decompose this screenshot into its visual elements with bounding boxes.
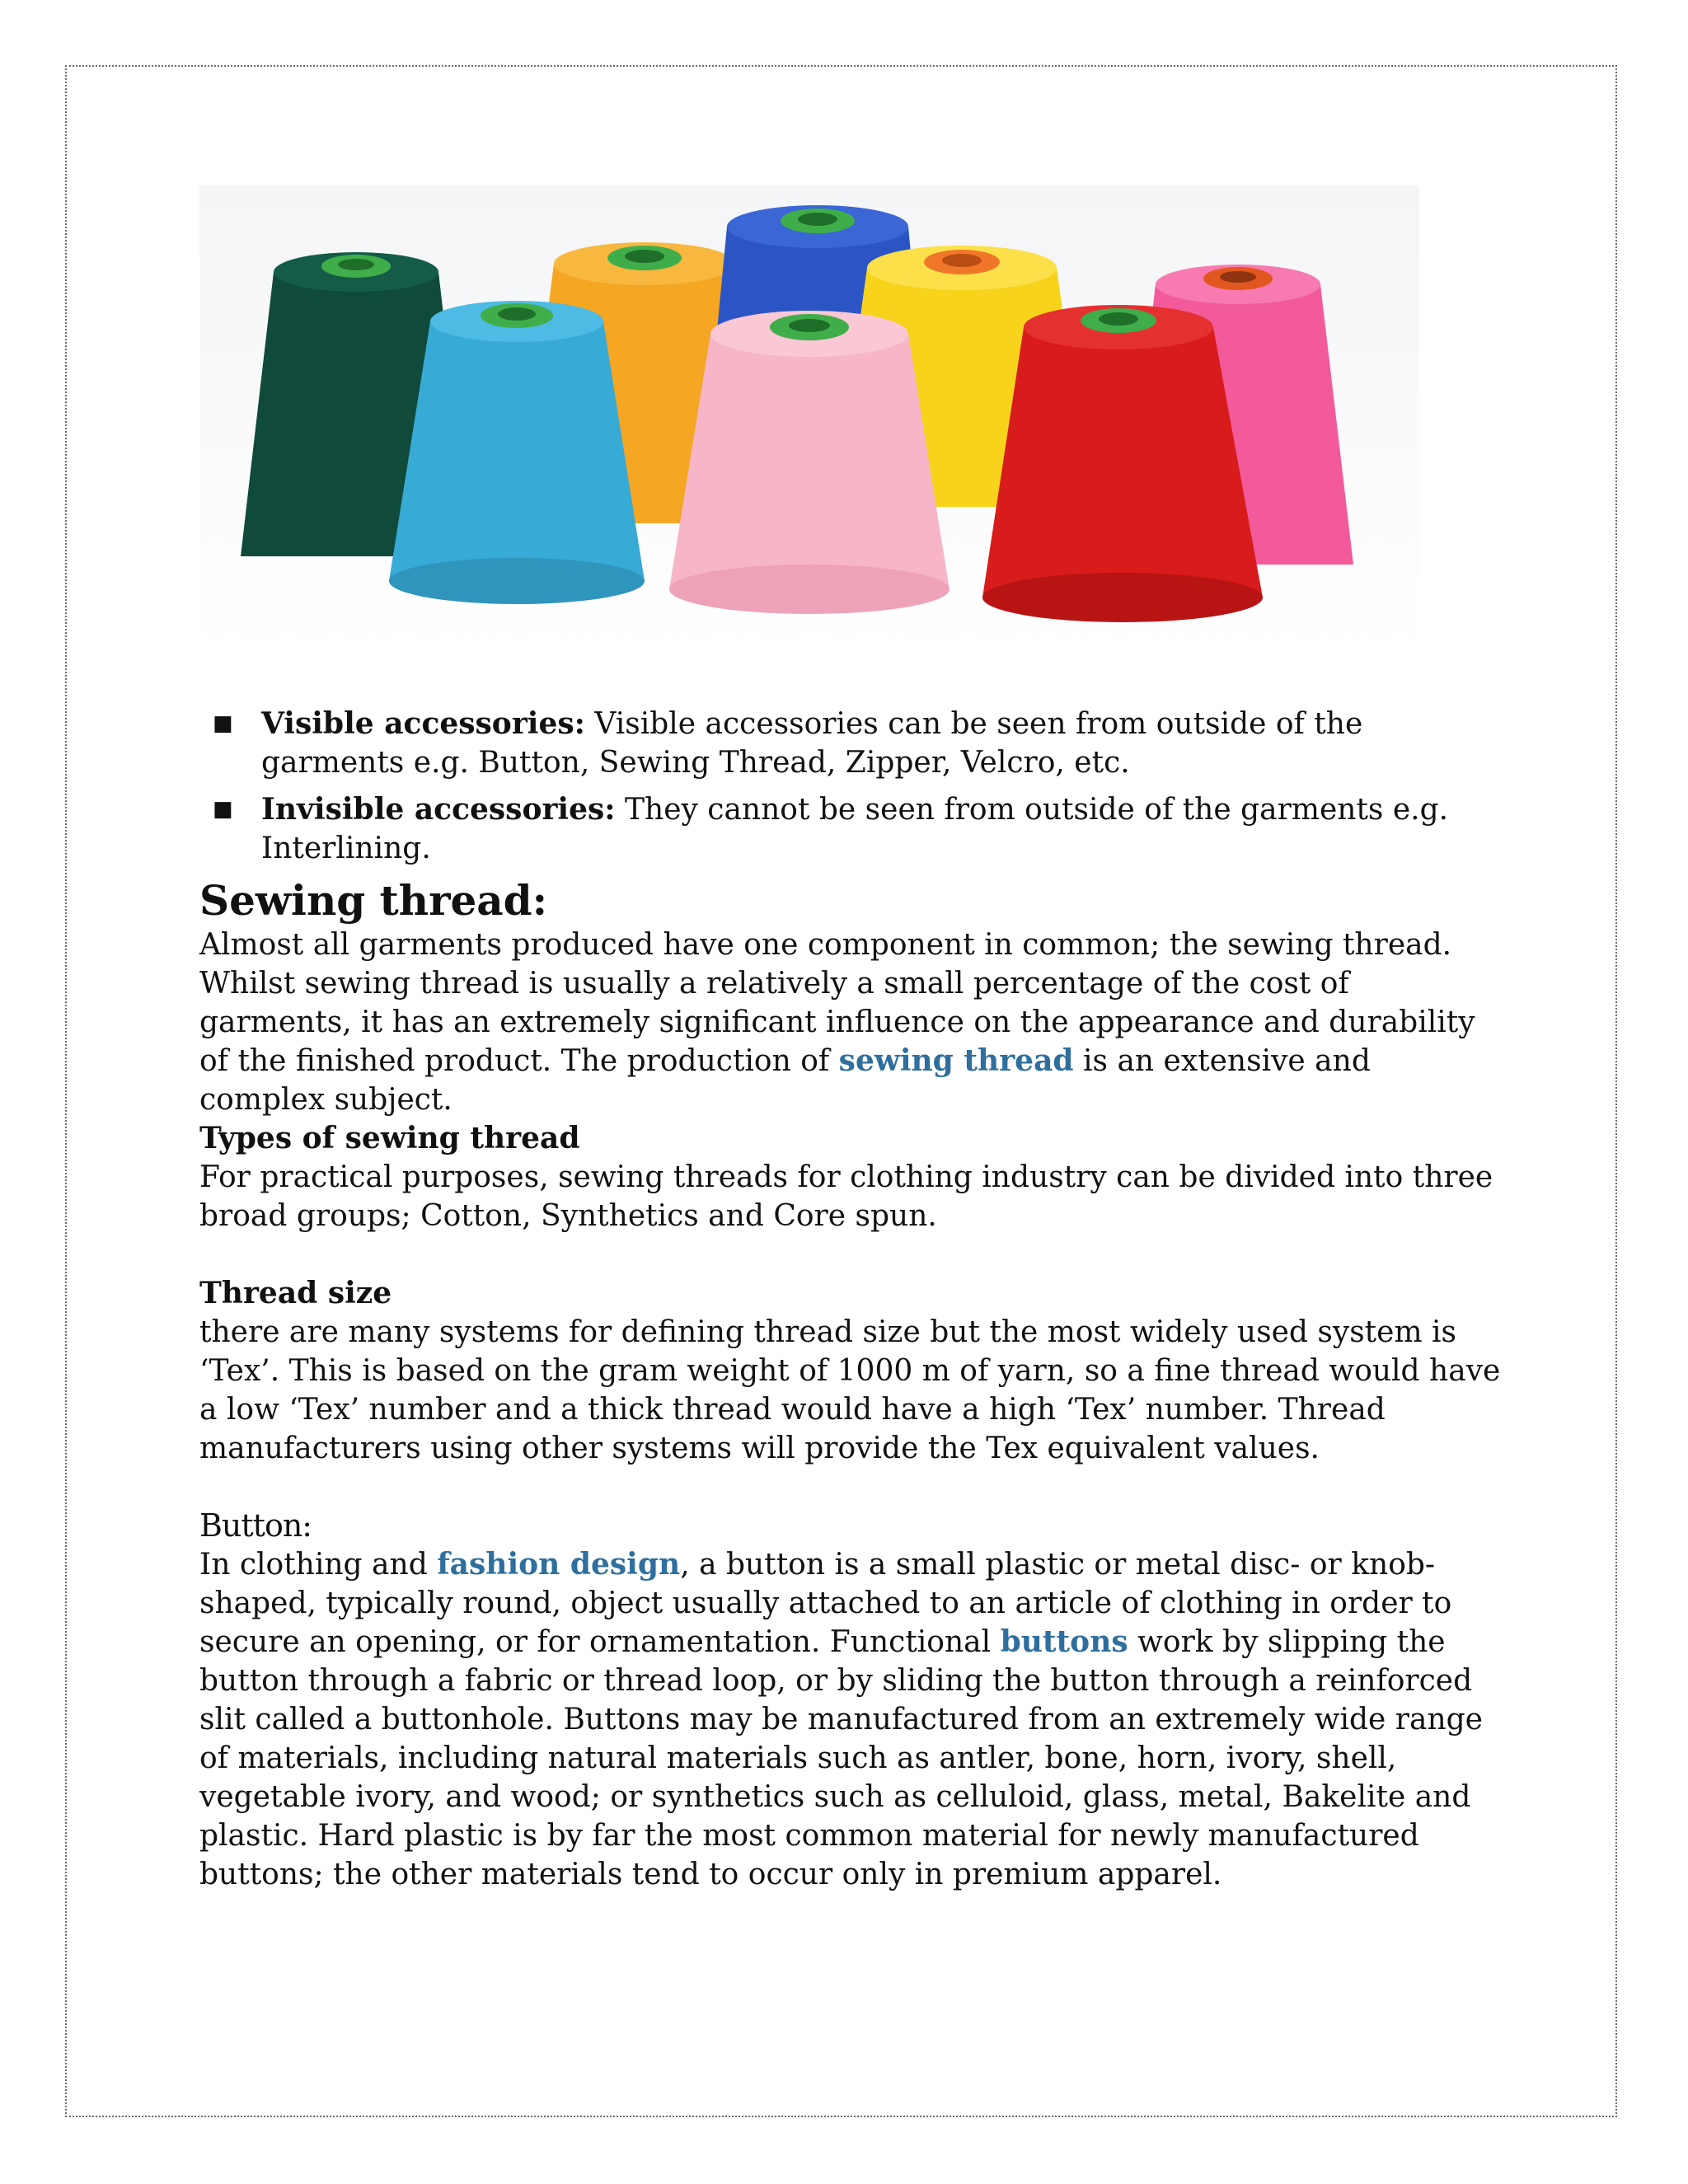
paragraph-text: is an extensive and complex subject. (199, 1044, 1371, 1117)
list-item-text: They cannot be seen from outside of the garments e.g. Interlining. (261, 793, 1449, 865)
paragraph-text: Almost all garments produced have one component in common; the sewing thread. Whilst sewing thread is usually a relatively a small percentage of the cost of garments, it has an extremely significant influence on the appearance and durability of the finished product. The production of (199, 928, 1475, 1078)
spacer (199, 1468, 1518, 1507)
list-item (199, 790, 1481, 868)
document-body (199, 705, 1518, 1894)
paragraph-text: work by slipping the button through a fabric or thread loop, or by sliding the button through a reinforced slit called a buttonhole. Buttons may be manufactured from an extremely wide range of materials, including natural materials such as antler, bone, horn, ivory, shell, vegetable ivory, and wood; or synthetics such as celluloid, glass, metal, Bakelite and plastic. Hard plastic is by far the most common material for newly manufactured buttons; the other materials tend to occur only in premium apparel. (199, 1625, 1483, 1891)
subheading-thread-size: Thread size (199, 1276, 392, 1310)
spacer (199, 1235, 1518, 1274)
list-item (199, 705, 1481, 782)
thread-spools-icon (199, 185, 1419, 655)
bullet-square-icon: ■ (213, 797, 233, 822)
list-item-lead: Visible accessories: (261, 706, 585, 741)
spool-light-blue (389, 301, 645, 604)
paragraph-text: , a button is a small plastic or metal disc- or knob-shaped, typically round, object usually attached to an article of clothing in order to secure an opening, or for ornamentation. Functional (199, 1548, 1452, 1659)
types-paragraph: For practical purposes, sewing threads for clothing industry can be divided into three broad groups; Cotton, Synthetics and Core spun. (199, 1160, 1493, 1233)
bullet-square-icon: ■ (213, 711, 233, 736)
thread-size-paragraph: there are many systems for defining thread size but the most widely used system is ‘Tex’. This is based on the gram weight of 1000 m of yarn, so a fine thread would have a low ‘Tex’ number and a thick thread would have a high ‘Tex’ number. Thread manufacturers using other systems will provide the Tex equivalent values. (199, 1315, 1501, 1465)
sewing-thread-link[interactable]: sewing thread (838, 1043, 1074, 1078)
thread-spools-image (199, 185, 1419, 655)
paragraph-text: In clothing and (199, 1548, 438, 1582)
section-heading-button: Button: (199, 1507, 312, 1544)
sewing-thread-paragraph (199, 926, 1502, 1119)
buttons-link[interactable]: buttons (1000, 1624, 1128, 1659)
button-paragraph (199, 1545, 1502, 1894)
accessories-list (199, 705, 1518, 868)
list-item-lead: Invisible accessories: (261, 792, 616, 827)
spool-light-pink (669, 311, 950, 614)
fashion-design-link[interactable]: fashion design (437, 1547, 681, 1582)
subheading-types-of-sewing-thread: Types of sewing thread (199, 1121, 580, 1155)
section-heading-sewing-thread: Sewing thread: (199, 876, 548, 925)
list-item-text: Visible accessories can be seen from outside of the garments e.g. Button, Sewing Thread, Zipper, Velcro, etc. (261, 707, 1363, 780)
